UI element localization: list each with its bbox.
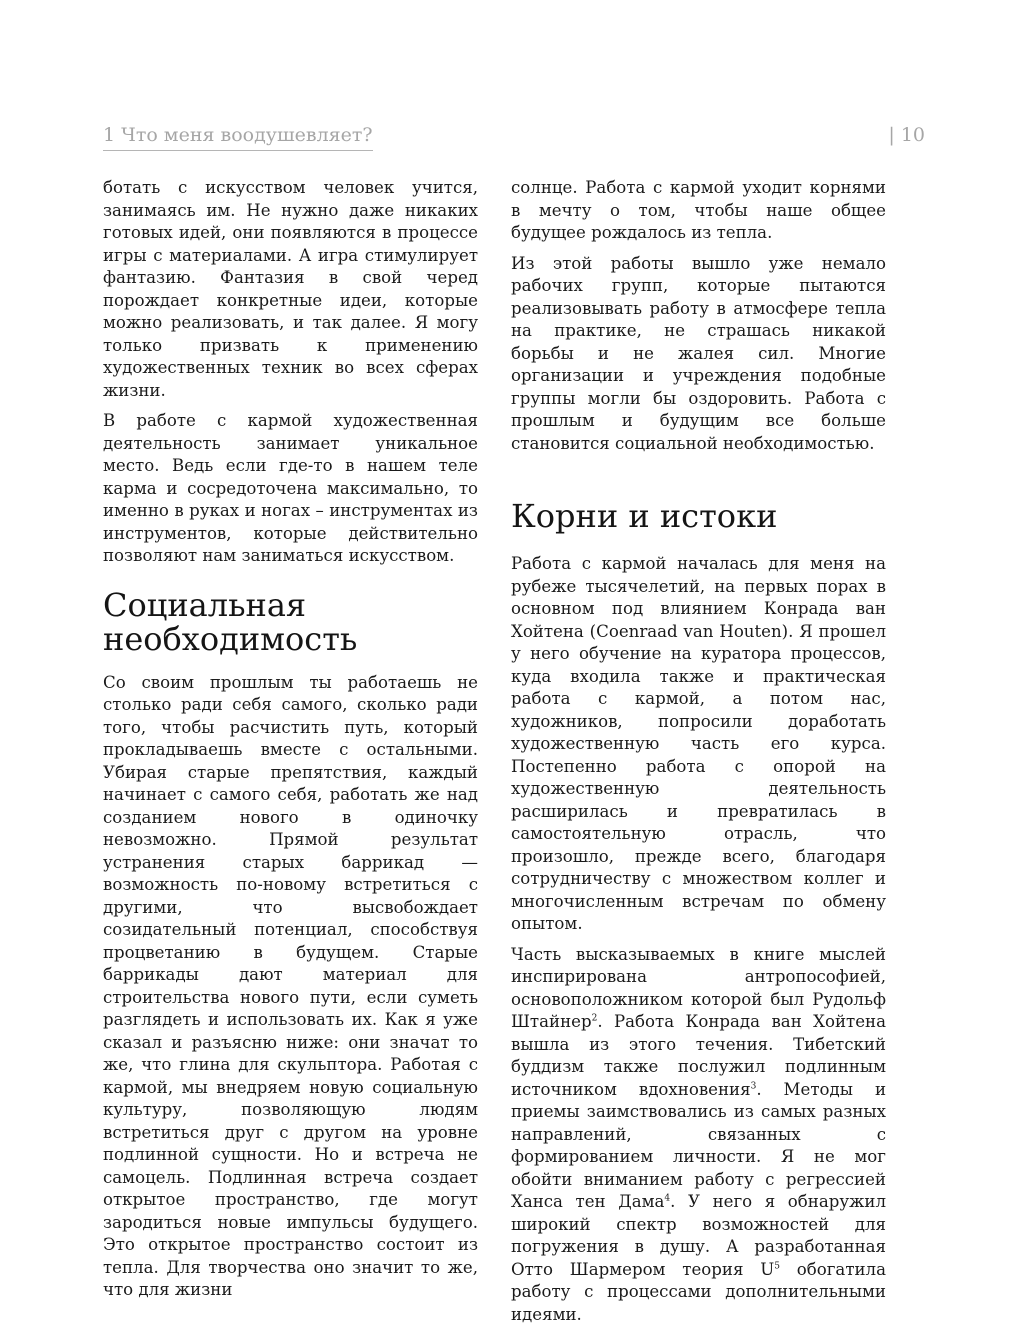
right-column [511,177,886,1334]
paragraph: Со своим прошлым ты работаешь не столько ради себя самого, сколько ради того, чтобы расчистить путь, который прокладываешь вместе с остальными. Убирая старые препятствия, каждый начинает с самого себя, работать же над созданием нового в одиночку невозможно. Прямой результат устранения старых баррикад — возможность по-новому встретиться с другими, что высвобождает созидательный потенциал, способствуя процветанию в будущем. Старые баррикады дают материал для строительства нового пути, если суметь разглядеть и использовать их. Как я уже сказал и разъясню ниже: они значат то же, что глина для скульптора. Работая с кармой, мы внедряем новую социальную культуру, позволяющую людям встретиться друг с другом на уровне подлинной сущности. Но и встреча не самоцель. Подлинная встреча создает открытое пространство, где могут зародиться новые импульсы будущего. Это открытое пространство состоит из тепла. Для творчества оно значит то же, что для жизни [103,672,478,1299]
paragraph-with-footnotes [511,944,886,1327]
footnote-marker: 2 [591,1013,598,1024]
text-run: . Работа Конрада ван Хойтена вышла из этого течения. Тибетский буддизм также послужил подлинным источником вдохновения [511,1012,886,1099]
paragraph: Работа с кармой началась для меня на рубеже тысячелетий, на первых порах в основном под влиянием Конрада ван Хойтена (Coenraad van Houten). Я прошел у него обучение на куратора процессов, куда входила также и практическая работа с кармой, а потом нас, художников, попросили доработать художественную часть его курса. Постепенно работа с опорой на художественную деятельность расширилась и превратилась в самостоятельную отрасль, что произошло, прежде всего, благодаря сотрудничеству с множеством коллег и многочисленным встречам по обмену опытом. [511,554,886,933]
text-run: Часть высказываемых в книге мыслей инспирирована антропософией, основоположником которой был Рудольф Штайнер [511,944,886,1031]
left-column [103,177,478,1310]
footnote-marker: 5 [774,1260,780,1271]
footnote-marker: 3 [750,1080,757,1091]
text-run: обогатила работу с процессами дополнительными идеями. [511,1259,886,1324]
text-run: . У него я обнаружил широкий спектр возможностей для погружения в душу. А разработанная Отто Шармером теория U [511,1192,886,1279]
footnote-marker: 4 [664,1193,671,1204]
running-title: 1 Что меня воодушевляет? [103,124,373,151]
heading-line: необходимость [103,619,358,658]
section-heading-social-necessity [103,585,478,658]
paragraph: В работе с кармой художественная деятельность занимает уникальное место. Ведь если где-то в нашем теле карма и сосредоточена максимально, то именно в руках и ногах – инструментах из инструментов, которые действительно позволяют нам заниматься искусством. [103,411,478,565]
paragraph: ботать с искусством человек учится, занимаясь им. Не нужно даже никаких готовых идей, они появляются в процессе игры с материалами. А игра стимулирует фантазию. Фантазия в свой черед порождает конкретные идеи, которые можно реализовать, и так далее. Я могу только призвать к применению художественных техник во всех сферах жизни. [103,178,478,400]
text-run: . Методы и приемы заимствовались из самых разных направлений, связанных с формированием личности. Я не мог обойти вниманием работу с регрессией Ханса тен Дама [511,1079,886,1211]
section-heading-roots-and-sources: Корни и истоки [511,497,778,535]
paragraph: Из этой работы вышло уже немало рабочих групп, которые пытаются реализовывать работу в атмосфере тепла на практике, не страшась никакой борьбы и не жалея сил. Многие организации и учреждения подобные группы могли бы оздоровить. Работа с прошлым и будущим все больше становится социальной необходимостью. [511,253,886,453]
paragraph: солнце. Работа с кармой уходит корнями в мечту о том, чтобы наше общее будущее рождалось из тепла. [511,178,886,242]
heading-line: Социальная [103,585,307,624]
running-header [103,124,925,156]
page-number: | 10 [888,124,925,146]
